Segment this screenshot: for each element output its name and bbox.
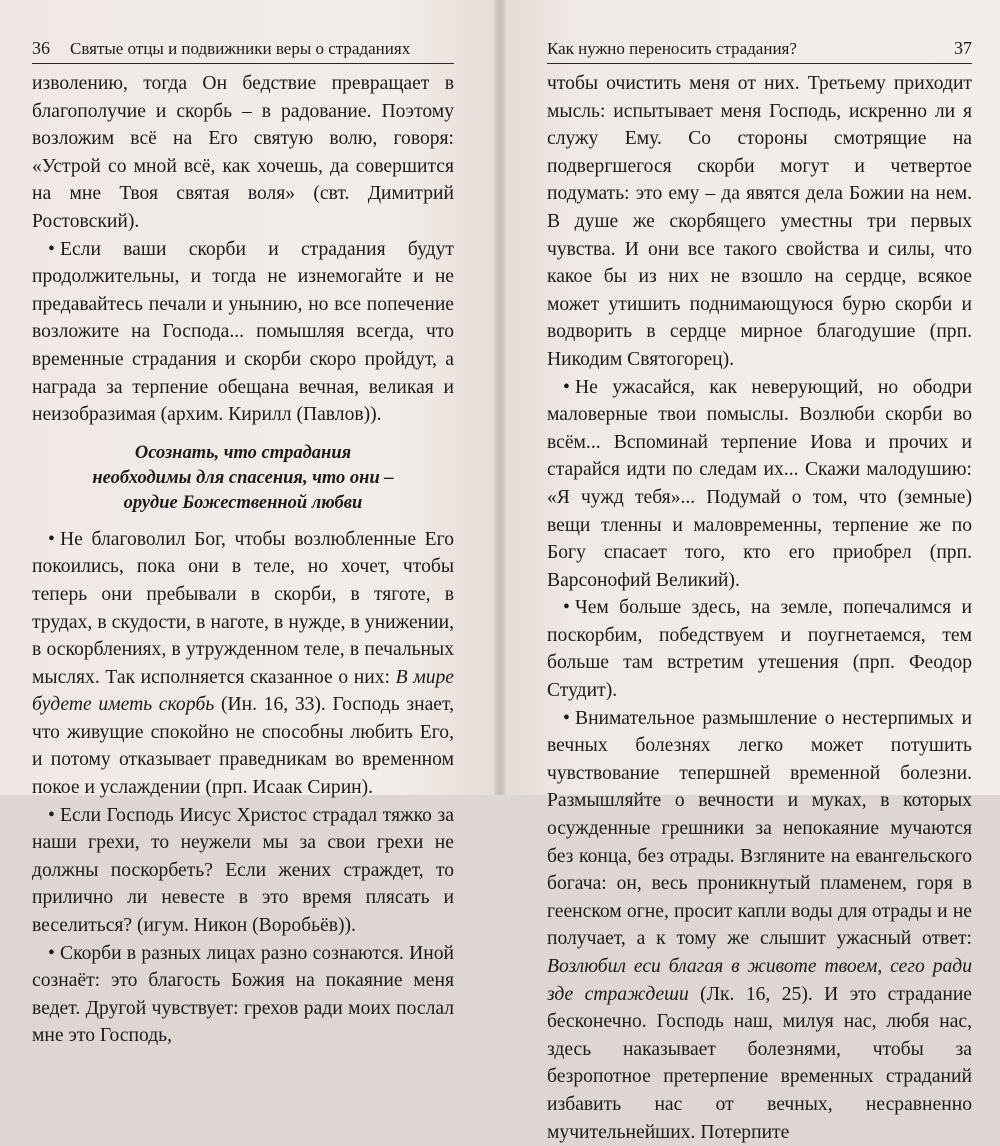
left-paragraph-4: • Скорби в разных лицах разно сознаются. Иной сознаёт: это благость Божия на покаяние меня ведет. Другой чувствует: грехов ради моих послал мне это Господь,: [32, 940, 454, 1050]
heading-line-2: необходимы для спасения, что они –: [92, 467, 394, 488]
right-page-number: 37: [954, 38, 972, 58]
left-body: [32, 70, 454, 1050]
left-page-number: 36: [32, 38, 50, 58]
right-paragraph-intro: чтобы очистить меня от них. Третьему приходит мысль: испытывает меня Господь, искренно ли я служу Ему. Со стороны смотрящие на подвергшегося скорби могут и четвертое подумать: это ему – да явятся дела Божии на нем. В душе же скорбящего уместны три первых чувства. И они все такого свойства и силы, что какое бы из них не взошло на сердце, всякое может утишить поднимающуюся бурю скорби и водворить в сердце мирное благодушие (прп. Никодим Святогорец).: [547, 73, 972, 370]
right-paragraph-1: • Не ужасайся, как неверующий, но ободри маловерные твои помыслы. Возлюби скорби во всём... Вспоминай терпение Иова и прочих и старайся идти по следам их... Скажи малодушию: «Я чужд тебя»... Подумай о том, что (земные) вещи тленны и маловременны, терпение же по Богу спасает того, кто его приобрел (прп. Варсонофий Великий).: [547, 374, 972, 595]
bullet-mark: •: [563, 707, 570, 729]
bullet-mark: •: [563, 376, 570, 398]
left-running-title: Святые отцы и подвижники веры о страданиях: [70, 39, 411, 58]
left-running-head: [32, 38, 454, 64]
left-paragraph-2: • Не благоволил Бог, чтобы возлюбленные Его покоились, пока они в теле, но хочет, чтобы теперь они пребывали в скорби, в тяготе, в трудах, в скудости, в наготе, в нужде, в унижении, в оскорблениях, в утружденном теле, в печальных мыслях. Так исполняется сказанное о них: В мире будете иметь скорбь (Ин. 16, 33). Господь знает, что живущие спокойно не способны любить Его, и потому отказывает праведникам во временном покое и услаждении (прп. Исаак Сирин).: [32, 526, 454, 802]
right-paragraph-2: • Чем больше здесь, на земле, попечалимся и поскорбим, победствуем и поугнетаемся, тем больше там встретим утешения (прп. Феодор Студит).: [547, 594, 972, 704]
section-heading: [32, 441, 454, 516]
right-page: [505, 0, 1000, 1143]
bullet-mark: •: [563, 597, 570, 619]
scripture-quote: В мире будете иметь скорбь: [32, 666, 454, 716]
left-paragraph-3: • Если Господь Иисус Христос страдал тяжко за наши грехи, то неужели мы за свои грехи не должны поскорбеть? Если жених страждет, то прилично ли невесте в это время плясать и веселиться? (игум. Никон (Воробьёв)).: [32, 802, 454, 940]
bullet-mark: •: [48, 528, 55, 550]
heading-line-3: орудие Божественной любви: [123, 492, 363, 513]
book-gutter: [494, 0, 505, 795]
right-paragraph-3: • Внимательное размышление о нестерпимых и вечных болезнях легко может потушить чувствование тепершней временной болезни. Размышляйте о вечности и муках, в которых осужденные грешники за непокаяние мучаются без конца, без отрады. Взгляните на евангельского богача: он, весь проникнутый пламенем, горя в геенском огне, просит капли воды для отрады и не получает, а к тому же слышит ужасный ответ: Возлюбил еси благая в животе твоем, сего ради зде страждеши (Лк. 16, 25). И это страдание бесконечно. Господь наш, милуя нас, любя нас, здесь наказывает болезнями, чтобы за безропотное претерпение временных страданий избавить нас от вечных, несравненно мучительнейших. Потерпите: [547, 705, 972, 1146]
right-body: [547, 70, 972, 1146]
bullet-mark: •: [48, 942, 55, 964]
left-paragraph-1: • Если ваши скорби и страдания будут продолжительны, и тогда не изнемогайте и не предавайтесь печали и унынию, но все попечение возложите на Господа... помышляя всегда, что временные страдания и скорби скоро пройдут, а награда за терпение обещана вечная, великая и неизобразимая (архим. Кирилл (Павлов)).: [32, 236, 454, 429]
right-running-head: [547, 38, 972, 64]
right-running-title: Как нужно переносить страдания?: [547, 39, 797, 58]
bullet-mark: •: [48, 804, 55, 826]
bullet-mark: •: [48, 238, 55, 260]
heading-line-1: Осознать, что страдания: [134, 442, 352, 463]
left-page: [0, 0, 494, 1047]
scripture-quote: Возлюбил еси благая в животе твоем, сего ради зде страждеши: [547, 956, 972, 1005]
left-paragraph-intro: изволению, тогда Он бедствие превращает в благополучие и скорбь – в радование. Поэтому возложим всё на Его святую волю, говоря: «Устрой со мной всё, как хочешь, да совершится на мне Твоя святая воля» (свт. Димитрий Ростовский).: [32, 73, 454, 232]
